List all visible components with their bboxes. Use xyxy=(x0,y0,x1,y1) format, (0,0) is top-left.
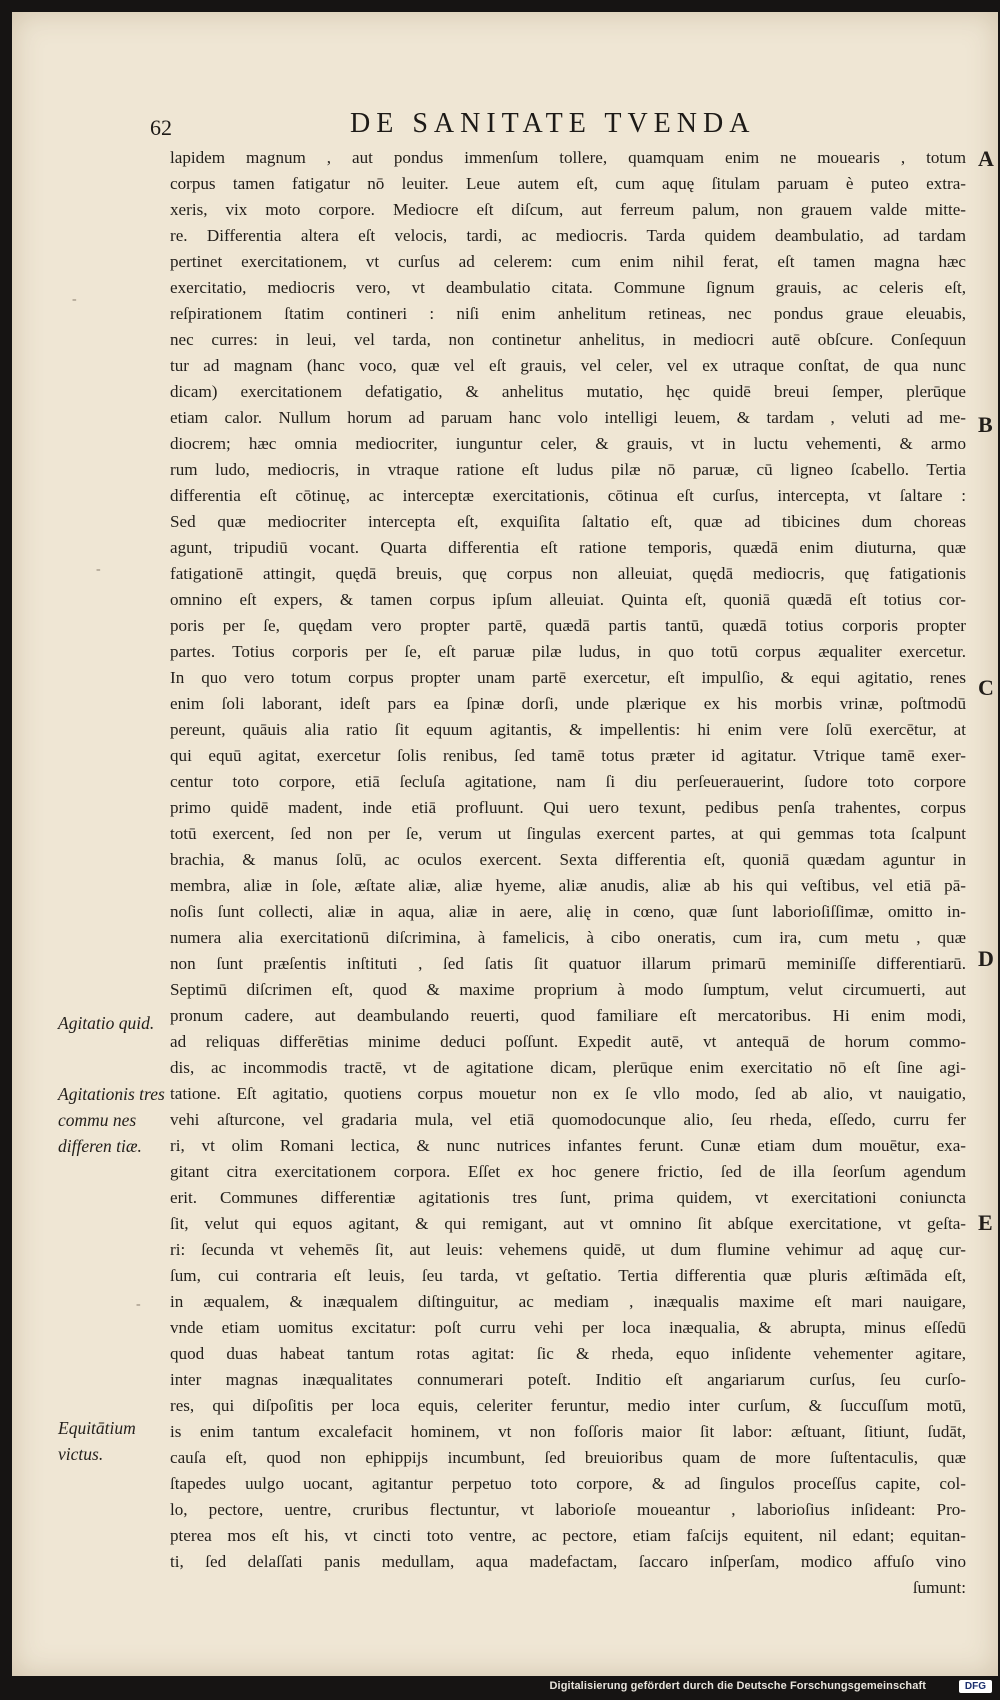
text-line: lapidem magnum , aut pondus immenſum tollere, quamquam enim ne mouearis , totum xyxy=(170,148,966,167)
text-line: primo quidē madent, inde etiā profluunt. Qui uero texunt, pedibus penſa trahentes, corpus xyxy=(170,798,966,817)
text-line: pterea mos eſt his, vt cincti toto ventre, ac pectore, etiam faſcijs equitent, nil edant; equitan- xyxy=(170,1526,966,1545)
text-line: totū exercent, ſed non per ſe, verum ut ſingulas exercent partes, at qui gemmas tota ſcalpunt xyxy=(170,824,966,843)
text-line: differentia eſt cōtinuę, ac interceptæ exercitationis, cōtinua eſt curſus, intercepta, vt ſaltare : xyxy=(170,486,966,505)
text-line: xeris, vix moto corpore. Mediocre eſt diſcum, aut ferreum palum, non grauem valde mitte- xyxy=(170,200,966,219)
text-line: poris per ſe, quędam vero propter partē, quædā partis tantū, quædā totius corporis propter xyxy=(170,616,966,635)
text-line: gitant citra exercitationem corpora. Eſſet ex hoc genere frictio, ſed de illa ſeorſum agendum xyxy=(170,1162,966,1181)
text-line: noſis ſunt collecti, aliæ in aqua, aliæ in aere, alię in cœno, quæ ſunt laborioſiſſimæ, omitto in- xyxy=(170,902,966,921)
text-line: ri: ſecunda vt vehemēs ſit, aut leuis: vehemens quidē, ut dum flumine vehimur ad aquę cur- xyxy=(170,1240,966,1259)
text-line: dicam) exercitationem defatigatio, & anhelitus mutatio, hęc quidē breui ſemper, plerūque xyxy=(170,382,966,401)
marginal-tick-mark: - xyxy=(96,562,101,577)
text-line: erit. Communes differentiæ agitationis tres ſunt, prima quidem, vt exercitationi coniuncta xyxy=(170,1188,966,1207)
text-line: numera alia exercitationū diſcrimina, à famelicis, à cibo oneratis, cum ira, cum metu , quæ xyxy=(170,928,966,947)
text-line: Septimū diſcrimen eſt, quod & maxime proprium à modo ſumptum, velut circumuerti, aut xyxy=(170,980,966,999)
text-line: In quo vero totum corpus propter unam partē exercetur, eſt impulſio, & equi agitatio, renes xyxy=(170,668,966,687)
text-line: is enim tantum excalefacit hominem, vt non foſſoris maior ſit labor: æſtuant, ſitiunt, ſudāt, xyxy=(170,1422,966,1441)
section-letter-e: E xyxy=(978,1210,993,1235)
margin-note-differentiae: Agitationis tres commu nes differen tiæ. xyxy=(58,1084,165,1156)
footer-bar xyxy=(0,1676,1000,1700)
text-line: tur ad magnam (hanc voco, quæ vel eſt grauis, vel celer, vel ex utraque conſtat, de qua nunc xyxy=(170,356,966,375)
text-line: quod duas habeat tantum rotas agitat: ſic & rheda, equo inſidente vehementer agitare, xyxy=(170,1344,966,1363)
text-line: in æqualem, & inæqualem diſtinguitur, ac mediam , inæqualis maxime eſt mari nauigare, xyxy=(170,1292,966,1311)
text-line: pertinet exercitationem, vt curſus ad celerem: cum enim nihil ferat, eſt tamen magna hæc xyxy=(170,252,966,271)
running-head: DE SANITATE TVENDA xyxy=(350,108,756,139)
text-line: pereunt, quāuis alia ratio ſit equum agitantis, & impellentis: hi enim vere ſolū exercētur, at xyxy=(170,720,966,739)
dfg-logo: DFG xyxy=(959,1680,992,1693)
text-line: nec curres: in leui, vel tarda, non continetur anhelitus, in mediocri autē obſcure. Conſequun xyxy=(170,330,966,349)
text-line: corpus tamen fatigatur nō leuiter. Leue autem eſt, cum aquę ſitulam paruam è puteo extra- xyxy=(170,174,966,193)
text-line: vnde etiam uomitus excitatur: poſt curru vehi per loca inæqualia, & abrupta, minus eſſedū xyxy=(170,1318,966,1337)
text-line: tatione. Eſt agitatio, quotiens corpus mouetur non ex ſe vllo modo, ſed ab alio, vt nauigatio, xyxy=(170,1084,966,1103)
section-letter-a: A xyxy=(978,146,994,171)
text-line: ri, vt olim Romani lectica, & nunc nutrices infantes ferunt. Cunæ etiam dum mouētur, exa- xyxy=(170,1136,966,1155)
text-line: fatigationē attingit, quędā breuis, quę corpus non alleuiat, quędā mediocris, quę fatigationis xyxy=(170,564,966,583)
text-line: omnino eſt expers, & tamen corpus ipſum alleuiat. Quinta eſt, quoniā quædā eſt totius cor- xyxy=(170,590,966,609)
section-letter-d: D xyxy=(978,946,994,971)
text-line: enim ſoli laborant, ideſt pars ea ſpinæ dorſi, unde plærique ex his morbis vrinæ, poſtmodū xyxy=(170,694,966,713)
text-line: dis, ac incommodis tractē, vt de agitatione dicam, plerūque enim exercitatio nō eſt ſine agi- xyxy=(170,1058,966,1077)
text-line: agunt, tripudiū vocant. Quarta differentia eſt ratione temporis, quædā enim diuturna, quæ xyxy=(170,538,966,557)
text-line: re. Differentia altera eſt velocis, tardi, ac mediocris. Tarda quidem deambulatio, ad tardam xyxy=(170,226,966,245)
text-line: diocrem; hæc omnia mediocriter, iunguntur celer, & grauis, vt in luctu vehementi, & armo xyxy=(170,434,966,453)
text-line: qui equū agitat, exercetur ſolis renibus, ſed tamē totus præter id agitatur. Vtrique tamē exer- xyxy=(170,746,966,765)
page-number: 62 xyxy=(150,115,172,140)
text-line: ad reliquas differētias minime deduci poſſunt. Expedit autē, vt antequā de horum commo- xyxy=(170,1032,966,1051)
margin-note-agitatio: Agitatio quid. xyxy=(58,1013,155,1033)
catchword: ſumunt: xyxy=(912,1578,966,1597)
text-line: vehi aſturcone, vel gradaria mula, vel etiā quomodocunque alio, ſeu rheda, eſſedo, curru fer xyxy=(170,1110,966,1129)
text-line: reſpirationem ſtatim contineri : niſi enim anhelitum retineas, nec pondus graue eleuabis, xyxy=(170,304,966,323)
section-letter-c: C xyxy=(978,675,994,700)
text-line: cauſa eſt, quod non ephippijs incumbunt, ſed breuioribus quam de more ſuſtentaculis, quæ xyxy=(170,1448,966,1467)
text-line: ſit, velut qui equos agitant, & qui remigant, aut vt omnino ſit abſque exercitatione, vt geſta- xyxy=(170,1214,966,1233)
text-line: membra, aliæ in ſole, æſtate aliæ, aliæ hyeme, aliæ anudis, aliæ ab his qui veſtibus, vel etiā pā- xyxy=(170,876,966,895)
marginal-tick-mark: - xyxy=(72,292,77,307)
text-line: partes. Totius corporis per ſe, eſt paruæ pilæ ludus, in quo totū corpus æqualiter exercetur. xyxy=(170,642,966,661)
text-line: exercitatio, mediocris vero, vt deambulatio citata. Commune ſignum grauis, ac celeris eſt, xyxy=(170,278,966,297)
marginal-tick-mark: - xyxy=(136,1297,141,1312)
text-line: non ſunt præſentis inſtituti , ſed ſatis ſit quatuor illarum primarū meminiſſe differentiarū. xyxy=(170,954,966,973)
text-line: ſum, cui contraria eſt leuis, ſeu tarda, vt geſtatio. Tertia differentia quæ pluris æſtimāda eſt, xyxy=(170,1266,966,1285)
text-line: ſtapedes uulgo uocant, agitantur perpetuo toto corpore, & ad ſingulos proceſſus capite, col- xyxy=(170,1474,966,1493)
text-line: res, qui diſpoſitis per loca equis, celeriter feruntur, medio inter curſum, & ſuccuſſum motū, xyxy=(170,1396,966,1415)
text-line: lo, pectore, uentre, cruribus flectuntur, vt laborioſe moueantur , laborioſius inſideant: Pro- xyxy=(170,1500,966,1519)
book-page xyxy=(12,12,998,1676)
text-line: etiam calor. Nullum horum ad paruam hanc volo intelligi leuem, & tardam , veluti ad me- xyxy=(170,408,966,427)
text-line: rum ludo, mediocris, in vtraque ratione eſt ludus pilæ nō paruæ, cū ligneo ſcabello. Tertia xyxy=(170,460,966,479)
section-letter-b: B xyxy=(978,412,993,437)
footer-credit: Digitalisierung gefördert durch die Deutsche Forschungsgemeinschaft xyxy=(549,1680,926,1692)
text-line: centur toto corpore, etiā ſecluſa agitatione, nam ſi diu perſeuerauerint, ſudore toto corpore xyxy=(170,772,966,791)
text-line: inter magnas inæqualitates connumerari poteſt. Inditio eſt angariarum curſus, ſeu curſo- xyxy=(170,1370,966,1389)
margin-note-equitantium: Equitātium victus. xyxy=(58,1418,136,1464)
text-line: brachia, & manus ſolū, ac oculos exercent. Sexta differentia eſt, quoniā quædam aguntur in xyxy=(170,850,966,869)
text-line: Sed quæ mediocriter intercepta eſt, exquiſita ſaltatio eſt, quæ ad tibicines dum choreas xyxy=(170,512,966,531)
text-line: pronum cadere, aut deambulando reuerti, quod familiare eſt mercatoribus. Hi enim modi, xyxy=(170,1006,966,1025)
text-line: ti, ſed delaſſati panis medullam, aqua madefactam, ſaccaro inſperſam, modico affuſo vino xyxy=(170,1552,966,1571)
